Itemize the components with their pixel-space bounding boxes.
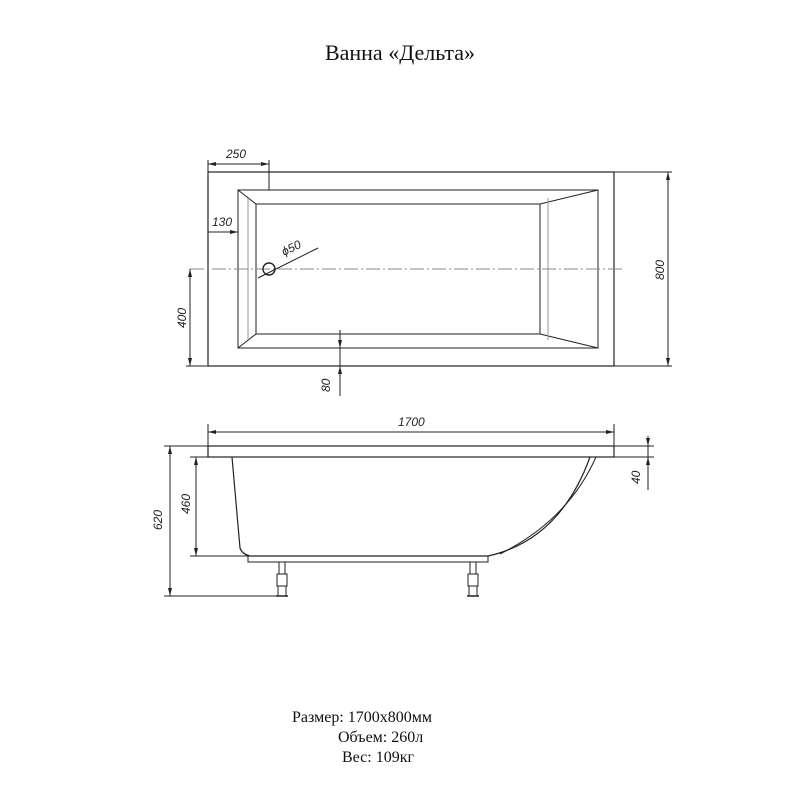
specifications xyxy=(292,708,432,768)
dim-250-label: 250 xyxy=(226,147,247,161)
drain-diameter-label: ϕ50 xyxy=(279,237,304,259)
dim-40-label: 40 xyxy=(629,470,643,484)
bowl-inner-edge-top xyxy=(238,190,598,204)
page-title: Ванна «Дельта» xyxy=(324,40,476,65)
dim-130-label: 130 xyxy=(212,215,233,229)
dim-800-label: 800 xyxy=(653,259,667,280)
side-bowl-outline xyxy=(232,457,590,556)
support-frame xyxy=(248,556,488,562)
dim-400-label: 400 xyxy=(175,307,189,328)
dim-620-label: 620 xyxy=(151,509,165,530)
dim-80-label: 80 xyxy=(319,378,333,392)
top-view xyxy=(186,160,672,396)
side-rim xyxy=(208,446,614,457)
leg-left xyxy=(276,562,288,596)
side-bowl-inner-curve xyxy=(500,457,596,554)
spec-size: Размер: 1700х800мм xyxy=(292,709,433,726)
side-view xyxy=(164,424,654,596)
spec-weight: Вес: 109кг xyxy=(342,749,415,766)
leg-right xyxy=(467,562,479,596)
dim-460-label: 460 xyxy=(179,493,193,514)
dim-1700-label: 1700 xyxy=(398,415,425,429)
bowl-inner-edge-bottom xyxy=(238,334,598,348)
dimension-arrows xyxy=(168,162,670,596)
spec-volume: Объем: 260л xyxy=(338,729,424,746)
